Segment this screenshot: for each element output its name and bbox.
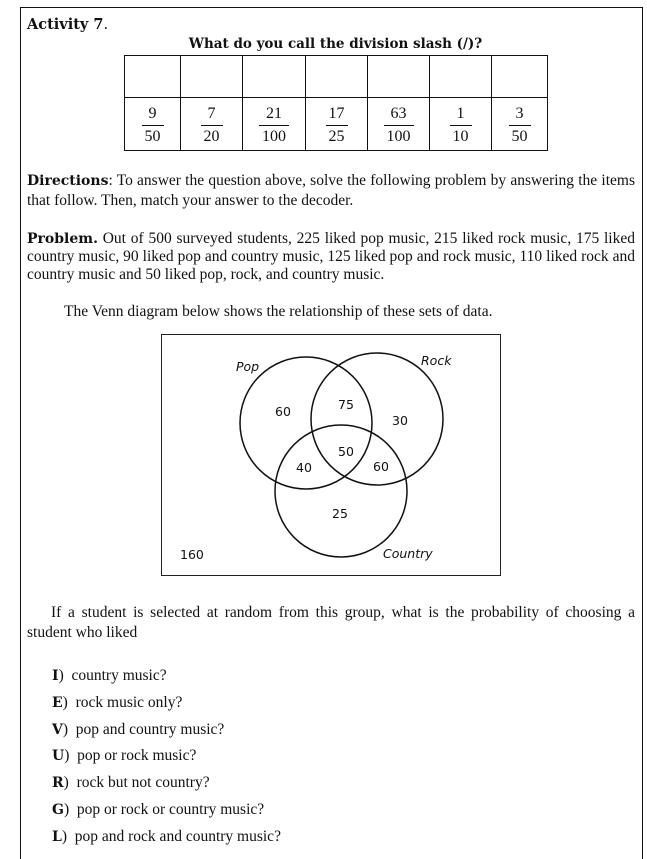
region-country-only: 25	[332, 506, 348, 521]
activity-title: Activity 7.	[27, 16, 109, 33]
item-letter: L	[52, 828, 62, 845]
venn-intro-text: The Venn diagram below shows the relationship of these sets of data.	[64, 303, 493, 320]
pop-set-label: Pop	[236, 359, 260, 374]
fraction-cell	[492, 98, 548, 151]
fraction-cell	[368, 98, 430, 151]
fraction: $\frac{21}{100}$	[259, 105, 289, 145]
answer-cell[interactable]	[368, 56, 430, 98]
region-pop-only: 60	[275, 404, 291, 419]
region-pop-rock: 75	[338, 397, 354, 412]
item-letter: G	[52, 801, 64, 818]
fraction-cell	[430, 98, 492, 151]
region-all-three: 50	[338, 444, 354, 459]
region-none: 160	[180, 547, 204, 562]
fraction: $\frac{63}{100}$	[384, 105, 414, 145]
list-item: V) pop and country music?	[52, 720, 225, 738]
fraction: $\frac{1}{10}$	[450, 105, 472, 145]
item-letter: I	[52, 668, 59, 684]
list-item: I) country music?	[52, 667, 167, 684]
directions-label: Directions	[27, 173, 109, 189]
problem-label: Problem.	[27, 231, 98, 247]
list-item: R) rock but not country?	[52, 774, 210, 792]
question-paragraph: If a student is selected at random from this group, what is the probability of choosing a student who liked	[27, 604, 635, 641]
answer-cell[interactable]	[181, 56, 243, 98]
item-letter: V	[52, 721, 63, 738]
fraction-cell	[181, 98, 243, 151]
region-rock-country: 60	[373, 459, 389, 474]
list-item: U) pop or rock music?	[52, 747, 197, 765]
decoder-table	[124, 55, 548, 151]
item-letter: U	[52, 748, 65, 765]
rock-set-label: Rock	[421, 353, 452, 368]
region-pop-country: 40	[296, 460, 312, 475]
fraction: $\frac{9}{50}$	[142, 105, 164, 145]
item-list	[52, 666, 281, 854]
answer-cell[interactable]	[243, 56, 306, 98]
fraction-row	[125, 98, 548, 151]
answer-cell[interactable]	[492, 56, 548, 98]
list-item: L) pop and rock and country music?	[52, 827, 281, 845]
venn-diagram	[161, 334, 501, 576]
fraction-cell	[243, 98, 306, 151]
directions-paragraph: Directions: To answer the question above, solve the following problem by answering the items that follow. Then, match your answer to the decoder.	[27, 172, 635, 209]
item-letter: E	[52, 694, 63, 711]
fraction: $\frac{3}{50}$	[509, 105, 531, 145]
problem-paragraph: Problem. Out of 500 surveyed students, 225 liked pop music, 215 liked rock music, 175 liked country music, 90 liked pop and country music, 125 liked pop and rock music, 110 liked rock and country music and 50 liked pop, rock, and country music.	[27, 230, 635, 283]
fraction-cell	[125, 98, 181, 151]
decoder-question: What do you call the division slash (/)?	[188, 36, 483, 52]
fraction-cell	[306, 98, 368, 151]
answer-cell[interactable]	[306, 56, 368, 98]
answer-cell[interactable]	[430, 56, 492, 98]
answer-row	[125, 56, 548, 98]
list-item: G) pop or rock or country music?	[52, 800, 265, 818]
fraction: $\frac{17}{25}$	[326, 105, 348, 145]
region-rock-only: 30	[392, 413, 408, 428]
fraction: $\frac{7}{20}$	[201, 105, 223, 145]
item-letter: R	[52, 775, 64, 792]
answer-cell[interactable]	[125, 56, 181, 98]
venn-svg	[162, 335, 502, 577]
list-item: E) rock music only?	[52, 693, 183, 711]
country-set-label: Country	[383, 546, 433, 561]
